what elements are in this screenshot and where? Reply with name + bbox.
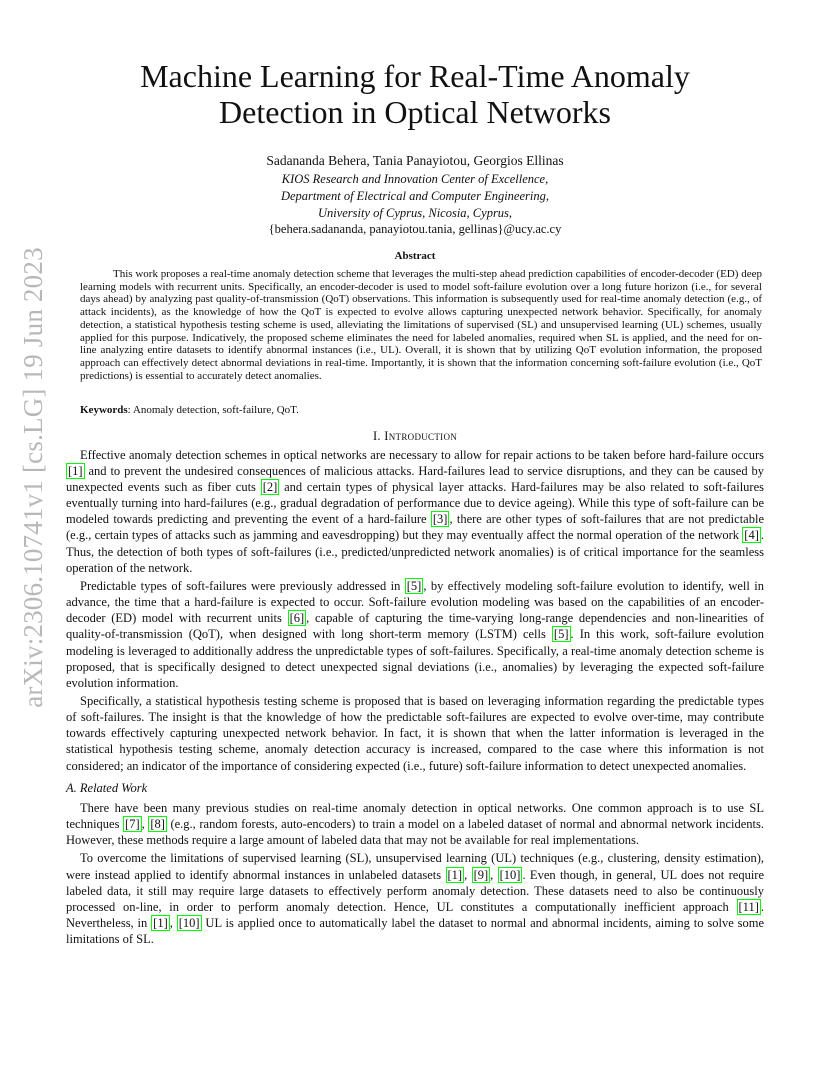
arxiv-stamp-text: arXiv:2306.10741v1 [cs.LG] 19 Jun 2023 bbox=[17, 246, 48, 708]
section-title: Introduction bbox=[384, 429, 458, 443]
abstract-text: This work proposes a real-time anomaly detection scheme that leverages the multi-step ahead prediction capabilities of encoder-decoder (ED) deep learning models with recurrent units. Specifically, an encoder-decoder is used to model soft-failure evolution over a long future horizon (i.e., for several days ahead) by analyzing past quality-of-transmission (QoT) observations. This information is subsequently used for real-time anomaly detection (e.g., of attack incidents), as the knowledge of how the QoT is expected to evolve allows capturing unexpected network behavior. Specifically, for anomaly detection, a statistical hypothesis testing scheme is used, alleviating the limitations of supervised (SL) and unsupervised learning (UL) schemes, usually applied for this purpose. Indicatively, the proposed scheme eliminates the need for labeled anomalies, required when SL is applied, and the need for on-line analyzing entire datasets to identify abnormal instances (i.e., UL). Overall, it is shown that by utilizing QoT evolution information, the proposed approach can effectively detect abnormal deviations in real-time. Importantly, it is shown that the information concerning soft-failure evolution (i.e., QoT predictions) is essential to accurately detect anomalies. bbox=[80, 268, 762, 382]
paragraph-5 bbox=[66, 850, 764, 947]
text-run: . Even though, in general, UL does not require labeled data, it still may require large datasets to effectively perform anomaly detection. These datasets need to also be continuously processed on-line, in order to perform anomaly detection. Hence, UL constitutes a computationally inefficient approach bbox=[66, 867, 765, 914]
citation-link[interactable]: [3] bbox=[432, 512, 448, 527]
citation-link[interactable]: [11] bbox=[738, 899, 759, 914]
citation-link[interactable]: [1] bbox=[68, 464, 83, 479]
body-text bbox=[66, 447, 764, 949]
text-run: , bbox=[169, 915, 177, 930]
paragraph-3: Specifically, a statistical hypothesis testing scheme is proposed that is based on leveraging information regarding the predictable types of soft-failures. The insight is that the knowledge of how the predictable soft-failures are expected to evolve over-time, may contribute towards effectively capturing unexpected network behavior. In fact, it is shown that when the latter information is leveraged in the statistical hypothesis testing scheme, anomaly detection accuracy is increased, compared to the case where this information is not considered; an indicator of the importance of considering expected (i.e., future) soft-failure information to detect unexpected anomalies. bbox=[66, 694, 764, 773]
paragraph-2 bbox=[66, 578, 764, 691]
text-run: and to prevent the undesired consequences of malicious attacks. Hard-failures lead to service disruptions, and they can be caused by unexpected events such as fiber cuts bbox=[66, 464, 764, 495]
author-list: Sadananda Behera, Tania Panayiotou, Georgios Ellinas bbox=[266, 153, 564, 168]
text-run: , bbox=[464, 867, 472, 882]
affiliation-line: KIOS Research and Innovation Center of Excellence, bbox=[281, 172, 549, 186]
author-emails: {behera.sadananda, panayiotou.tania, gellinas}@ucy.ac.cy bbox=[268, 222, 562, 236]
keywords-label: Keywords bbox=[80, 404, 128, 416]
citation-link[interactable]: [5] bbox=[406, 579, 422, 594]
section-number: I. bbox=[372, 429, 381, 443]
text-run: Effective anomaly detection schemes in optical networks are necessary to allow for repair actions to be taken before hard-failure occurs bbox=[80, 448, 764, 462]
citation-link[interactable]: [10] bbox=[178, 915, 200, 930]
citation-link[interactable]: [10] bbox=[499, 867, 521, 882]
text-run: and certain types of physical layer attacks. Hard-failures may be also related to soft-failures eventually turning into hard-failures (e.g., gradual degradation of performance due to device ageing). While this type of soft-failure can be modeled towards predicting and preventing the event of a hard-failure bbox=[66, 480, 764, 527]
affiliation-line: University of Cyprus, Nicosia, Cyprus, bbox=[317, 206, 513, 220]
keywords-text: : Anomaly detection, soft-failure, QoT. bbox=[127, 404, 299, 416]
citation-link[interactable]: [9] bbox=[473, 867, 489, 882]
citation-link[interactable]: [8] bbox=[150, 816, 165, 831]
arxiv-identifier-stamp bbox=[16, 246, 50, 708]
text-run: , bbox=[141, 816, 149, 831]
subsection-heading: A. Related Work bbox=[66, 780, 148, 795]
citation-link[interactable]: [4] bbox=[744, 528, 759, 543]
citation-link[interactable]: [1] bbox=[447, 867, 463, 882]
citation-link[interactable]: [1] bbox=[153, 915, 168, 930]
affiliation-line: Department of Electrical and Computer Engineering, bbox=[280, 189, 549, 203]
text-run: , there are other types of soft-failures that are not predictable (e.g., certain types of attacks such as jamming and eavesdropping) but they may eventually affect the normal operation of the network bbox=[66, 512, 764, 543]
section-heading-introduction bbox=[66, 429, 764, 444]
paper-title: Machine Learning for Real-Time Anomaly Detection in Optical Networks bbox=[140, 58, 690, 130]
text-run: . Thus, the detection of both types of soft-failures (i.e., predicted/unpredicted network anomalies) is of critical importance for the seamless operation of the network. bbox=[66, 528, 764, 575]
paragraph-1 bbox=[66, 447, 764, 576]
affiliation bbox=[100, 171, 730, 222]
text-run: Predictable types of soft-failures were previously addressed in bbox=[80, 579, 405, 594]
paragraph-4 bbox=[66, 800, 764, 848]
citation-link[interactable]: [5] bbox=[553, 627, 569, 642]
text-run: , by effectively modeling soft-failure evolution to identify, well in advance, the time that a hard-failure is expected to occur. Soft-failure evolution modeling was based on the capabilities of an encoder-decoder (ED) model with recurrent units bbox=[66, 579, 764, 626]
citation-link[interactable]: [2] bbox=[262, 480, 278, 495]
citation-link[interactable]: [7] bbox=[125, 816, 140, 831]
text-run: , capable of capturing the time-varying long-range dependencies and non-linearities of quality-of-transmission (QoT), when designed with long short-term memory (LSTM) cells bbox=[66, 611, 764, 642]
text-run: (e.g., random forests, auto-encoders) to train a model on a labeled dataset of normal and abnormal network incidents. However, these methods require a large amount of labeled data that may not be available for real implementations. bbox=[66, 816, 764, 847]
text-run: UL is applied once to automatically label the dataset to normal and abnormal incidents, aiming to solve some limitations of SL. bbox=[66, 915, 765, 946]
text-run: . In this work, soft-failure evolution modeling is leveraged to additionally address the unpredictable types of soft-failures. Specifically, a real-time anomaly detection scheme is proposed, that is specifically designed to detect unexpected signal deviations (i.e., anomalies) by leveraging the expected soft-failure evolution information. bbox=[66, 627, 764, 690]
text-run: . Nevertheless, in bbox=[66, 899, 764, 930]
text-run: To overcome the limitations of supervised learning (SL), unsupervised learning (UL) techniques (e.g., clustering, density estimation), were instead applied to identify abnormal instances in unlabeled datasets bbox=[66, 851, 764, 882]
text-run: , bbox=[490, 867, 498, 882]
citation-link[interactable]: [6] bbox=[289, 611, 305, 626]
abstract-heading: Abstract bbox=[394, 250, 436, 262]
text-run: There have been many previous studies on real-time anomaly detection in optical networks. One common approach is to use SL techniques bbox=[66, 800, 764, 831]
keywords-line bbox=[80, 404, 762, 417]
